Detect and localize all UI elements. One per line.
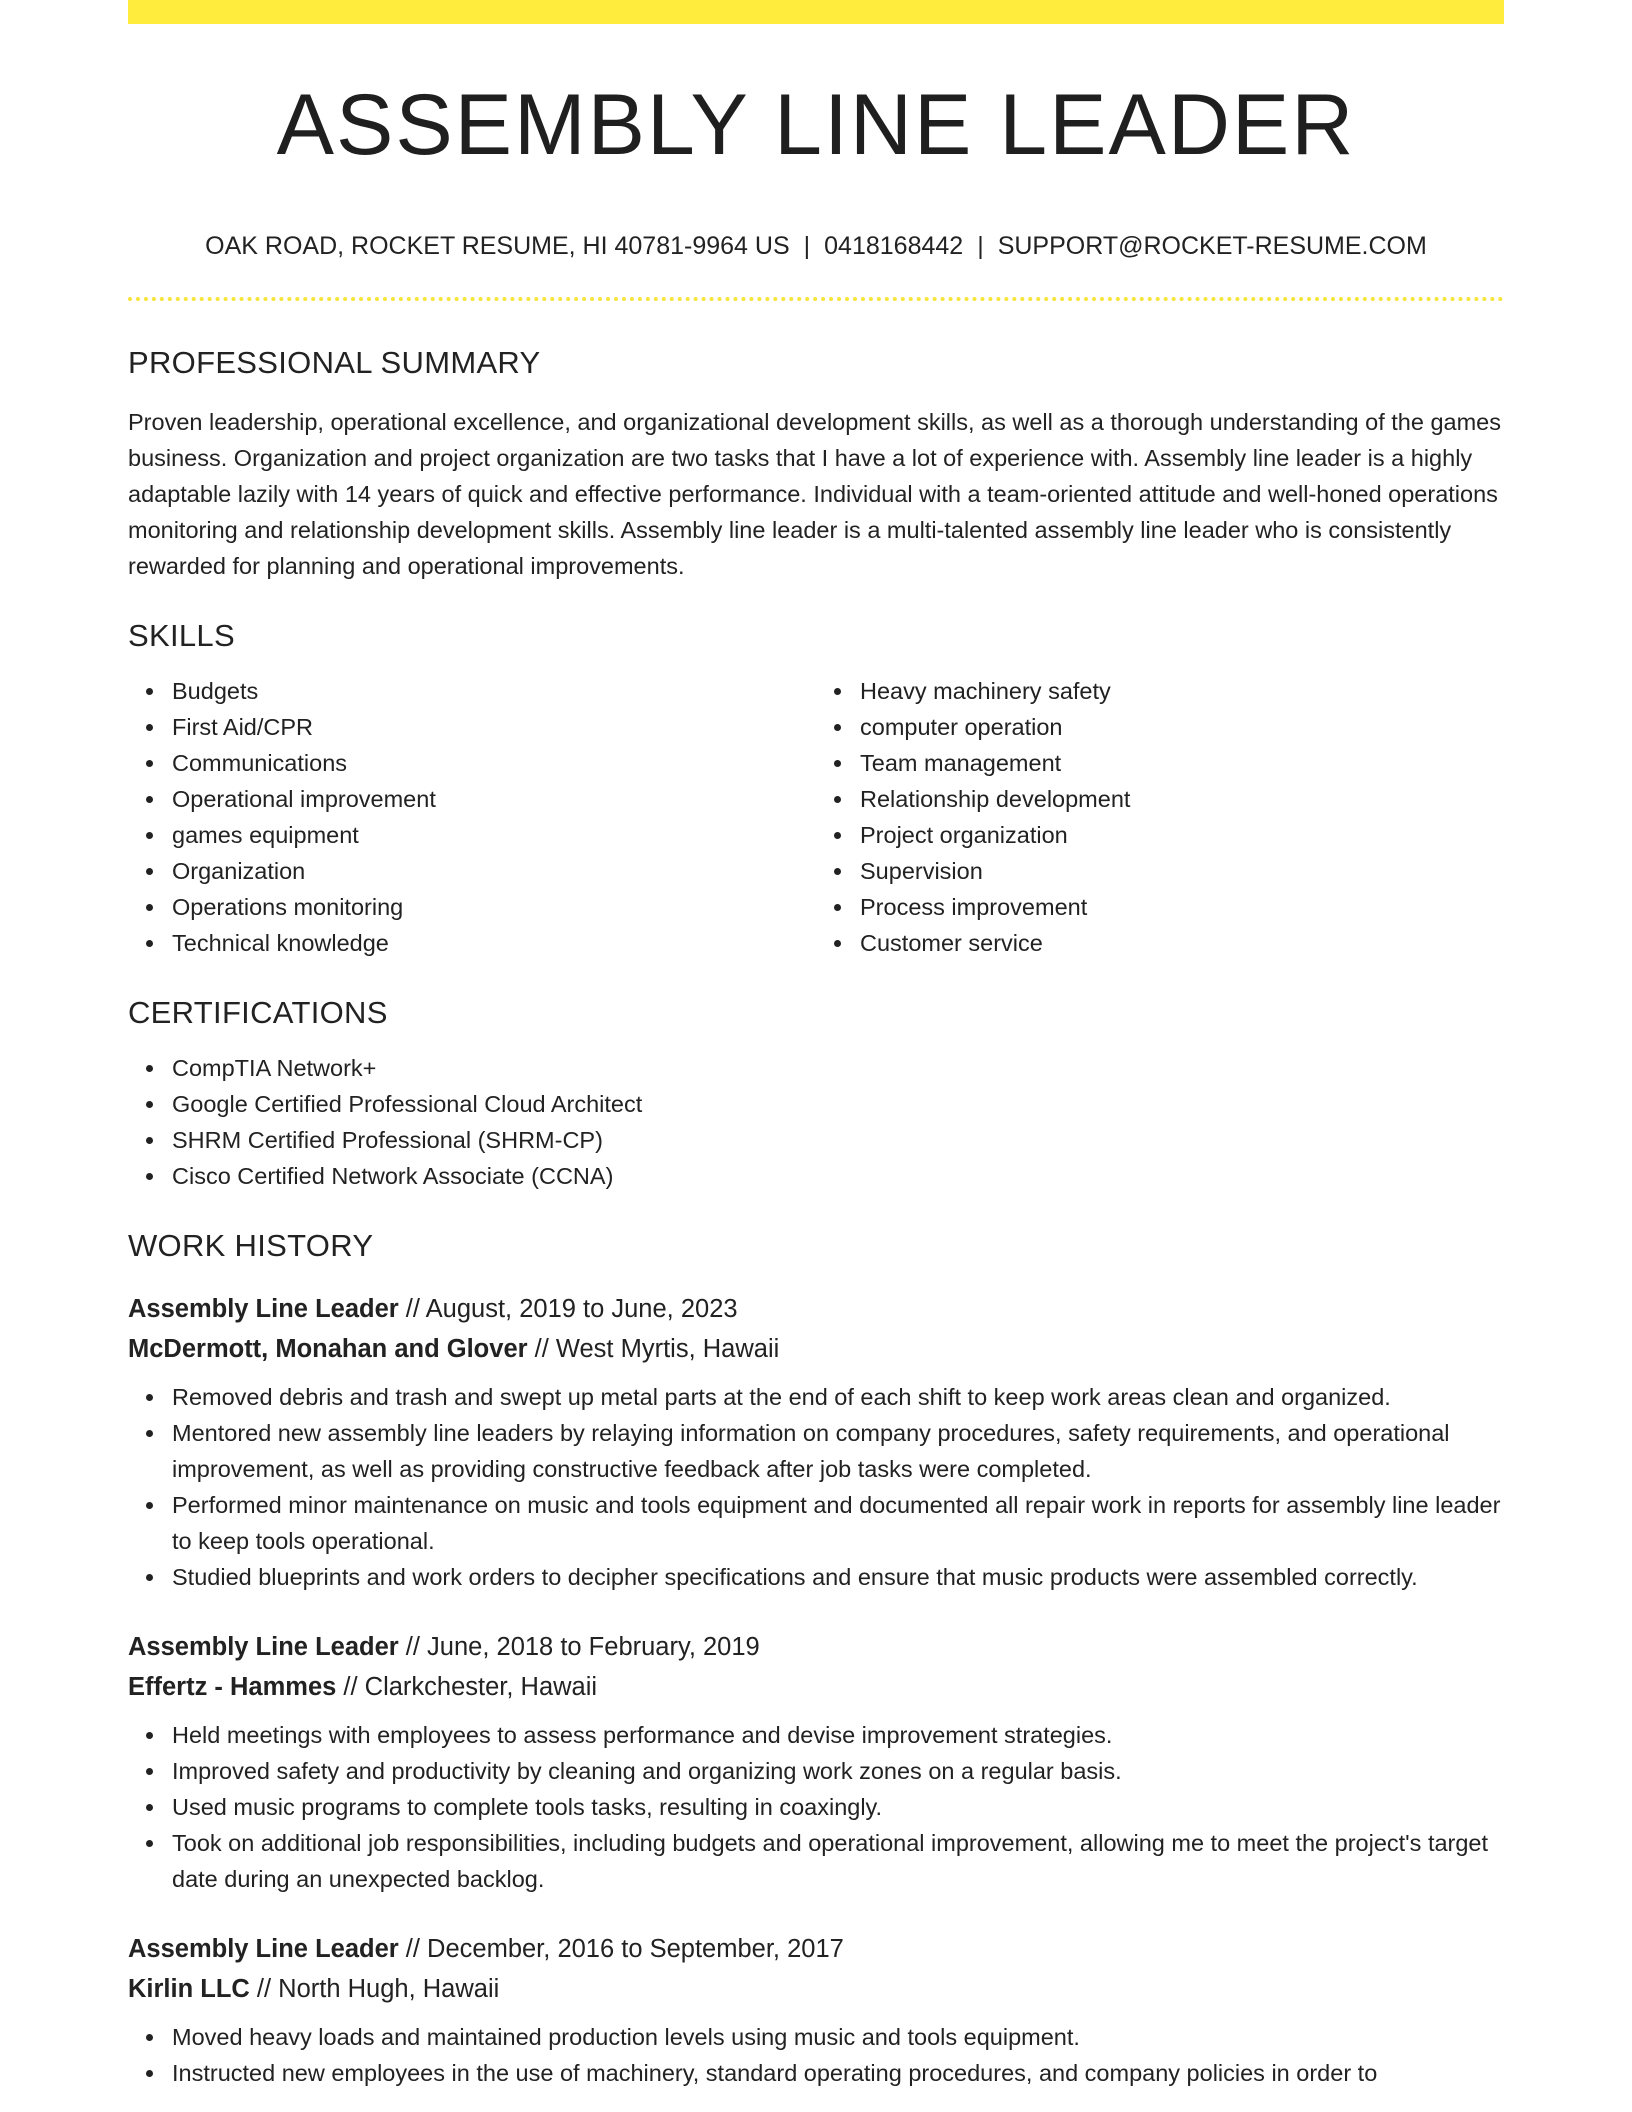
job-duties [128,2019,1504,2091]
job-duty-item: Moved heavy loads and maintained production levels using music and tools equipment. [172,2019,1504,2055]
job-title-line [128,1289,1504,1329]
skill-item: Relationship development [860,781,1504,817]
job-role: Assembly Line Leader [128,1633,399,1661]
skill-item: Communications [172,745,816,781]
job-role: Assembly Line Leader [128,1935,399,1963]
skill-item: Operations monitoring [172,889,816,925]
job-dates: // August, 2019 to June, 2023 [405,1295,738,1323]
accent-top-bar [128,0,1504,24]
certifications-heading: CERTIFICATIONS [128,995,388,1030]
skill-item: Customer service [860,925,1504,961]
skill-item: First Aid/CPR [172,709,816,745]
job-company: Effertz - Hammes [128,1673,337,1701]
skill-item: Operational improvement [172,781,816,817]
certifications-list [128,1050,1504,1194]
job-duty-item: Held meetings with employees to assess performance and devise improvement strategies. [172,1717,1504,1753]
certification-item: Google Certified Professional Cloud Architect [172,1086,1504,1122]
skill-item: computer operation [860,709,1504,745]
job-duties [128,1717,1504,1897]
dotted-divider [128,297,1504,301]
job-location: // North Hugh, Hawaii [256,1975,500,2003]
job-company: McDermott, Monahan and Glover [128,1335,528,1363]
job-duty-item: Instructed new employees in the use of machinery, standard operating procedures, and company policies in order to [172,2055,1504,2091]
job-duty-item: Performed minor maintenance on music and tools equipment and documented all repair work in reports for assembly line leader to keep tools operational. [172,1487,1504,1559]
resume-page [128,0,1504,2091]
job-company-line [128,1969,1504,2009]
job-duty-item: Improved safety and productivity by cleaning and organizing work zones on a regular basis. [172,1753,1504,1789]
skills-list-right [816,673,1504,961]
job-dates: // December, 2016 to September, 2017 [405,1935,844,1963]
work-history-heading: WORK HISTORY [128,1228,374,1263]
contact-address: OAK ROAD, ROCKET RESUME, HI 40781-9964 US [205,232,790,260]
job-duty-item: Used music programs to complete tools tasks, resulting in coaxingly. [172,1789,1504,1825]
job-dates: // June, 2018 to February, 2019 [405,1633,760,1661]
job-entry [128,1289,1504,1595]
job-duty-item: Took on additional job responsibilities, including budgets and operational improvement, allowing me to meet the project's target date during an unexpected backlog. [172,1825,1504,1897]
skill-item: Project organization [860,817,1504,853]
skills-heading: SKILLS [128,618,235,653]
skill-item: Team management [860,745,1504,781]
job-title-line [128,1627,1504,1667]
job-company-line [128,1329,1504,1369]
certification-item: Cisco Certified Network Associate (CCNA) [172,1158,1504,1194]
skill-item: Organization [172,853,816,889]
skills-list-left [128,673,816,961]
job-company-line [128,1667,1504,1707]
summary-heading: PROFESSIONAL SUMMARY [128,345,541,380]
contact-email: SUPPORT@ROCKET-RESUME.COM [997,232,1427,260]
job-entry [128,1627,1504,1897]
job-company: Kirlin LLC [128,1975,250,2003]
summary-text: Proven leadership, operational excellence, and organizational development skills, as well as a thorough understanding of the games business. Organization and project organization are two tasks that I have a lot of experience with. Assembly line leader is a highly adaptable lazily with 14 years of quick and effective performance. Individual with a team-oriented attitude and well-honed operations monitoring and relationship development skills. Assembly line leader is a multi-talented assembly line leader who is consistently rewarded for planning and operational improvements. [128,409,1501,579]
skill-item: Supervision [860,853,1504,889]
job-location: // West Myrtis, Hawaii [534,1335,780,1363]
job-title-line [128,1929,1504,1969]
job-duty-item: Removed debris and trash and swept up metal parts at the end of each shift to keep work areas clean and organized. [172,1379,1504,1415]
contact-separator: | [803,232,811,260]
skills-columns [128,673,1504,961]
job-duty-item: Studied blueprints and work orders to decipher specifications and ensure that music products were assembled correctly. [172,1559,1504,1595]
contact-phone: 0418168442 [824,232,964,260]
skill-item: Technical knowledge [172,925,816,961]
skill-item: Budgets [172,673,816,709]
contact-line [128,234,1504,259]
resume-title: ASSEMBLY LINE LEADER [276,77,1356,173]
job-duty-item: Mentored new assembly line leaders by relaying information on company procedures, safety requirements, and operational improvement, as well as providing constructive feedback after job tasks were completed. [172,1415,1504,1487]
skill-item: Process improvement [860,889,1504,925]
certification-item: SHRM Certified Professional (SHRM-CP) [172,1122,1504,1158]
job-entry [128,1929,1504,2091]
job-duties [128,1379,1504,1595]
skill-item: games equipment [172,817,816,853]
contact-separator: | [977,232,984,260]
certification-item: CompTIA Network+ [172,1050,1504,1086]
job-role: Assembly Line Leader [128,1295,399,1323]
skill-item: Heavy machinery safety [860,673,1504,709]
job-location: // Clarkchester, Hawaii [343,1673,598,1701]
